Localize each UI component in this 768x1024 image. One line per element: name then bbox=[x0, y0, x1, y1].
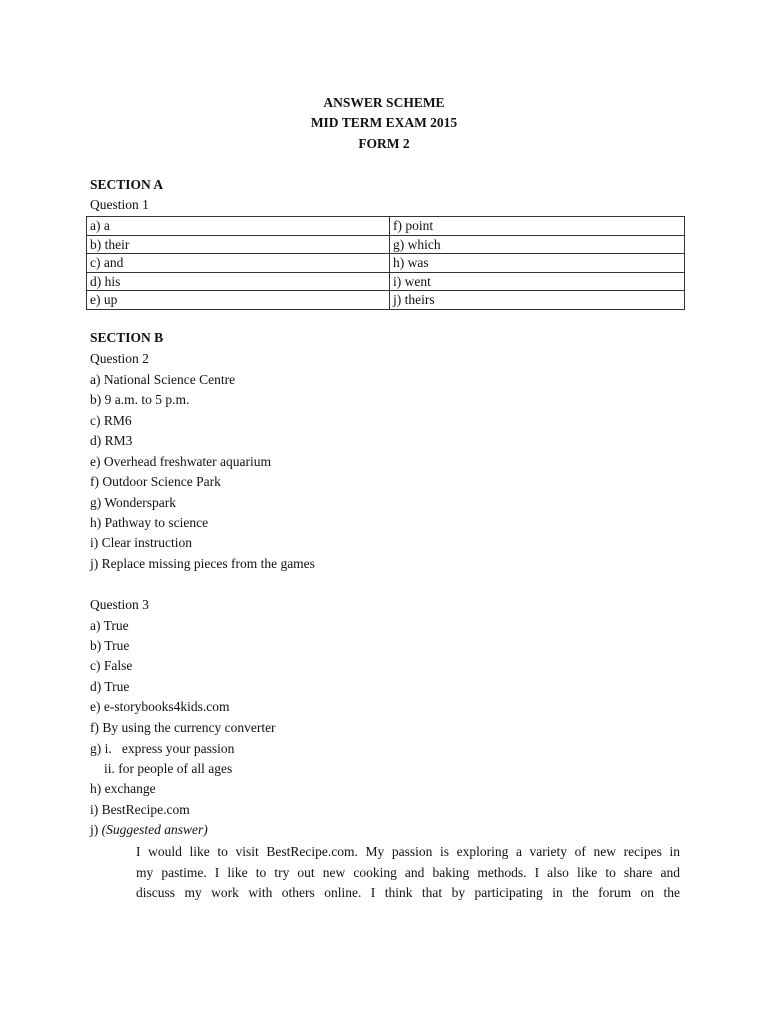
answer-cell: i) went bbox=[390, 272, 685, 291]
list-item: e) Overhead freshwater aquarium bbox=[90, 454, 272, 469]
table-row bbox=[87, 217, 685, 236]
list-item-prefix: g) bbox=[90, 741, 105, 756]
paragraph-line: discuss my work with others online. I think that by participating in the forum on the bbox=[136, 885, 680, 900]
answer-cell: g) which bbox=[390, 235, 685, 254]
title-form: FORM 2 bbox=[358, 136, 410, 151]
list-item: i) Clear instruction bbox=[90, 535, 192, 550]
list-item: h) Pathway to science bbox=[90, 515, 209, 530]
answer-cell: a) a bbox=[87, 217, 390, 236]
list-item: b) True bbox=[90, 638, 130, 653]
paragraph-line: my pastime. I like to try out new cooking and baking methods. I also like to share and bbox=[136, 864, 680, 880]
question-1-label: Question 1 bbox=[90, 197, 149, 212]
list-item-j bbox=[90, 822, 208, 838]
table-row bbox=[87, 291, 685, 310]
list-item: h) exchange bbox=[90, 781, 156, 796]
list-item: d) True bbox=[90, 679, 130, 694]
list-item: d) RM3 bbox=[90, 433, 133, 448]
list-item: f) Outdoor Science Park bbox=[90, 474, 221, 489]
list-item: f) By using the currency converter bbox=[90, 720, 276, 735]
answer-cell: h) was bbox=[390, 254, 685, 273]
answer-cell: c) and bbox=[87, 254, 390, 273]
suggested-answer-paragraph bbox=[136, 842, 680, 904]
table-row bbox=[87, 235, 685, 254]
list-item: e) e-storybooks4kids.com bbox=[90, 699, 230, 714]
list-item: b) 9 a.m. to 5 p.m. bbox=[90, 392, 190, 407]
sub-item-ii: ii. for people of all ages bbox=[104, 761, 233, 776]
list-item: c) False bbox=[90, 658, 133, 673]
answer-cell: d) his bbox=[87, 272, 390, 291]
question-2-label: Question 2 bbox=[90, 351, 149, 366]
title-exam-name: MID TERM EXAM 2015 bbox=[310, 115, 458, 130]
answer-cell: f) point bbox=[390, 217, 685, 236]
title-answer-scheme: ANSWER SCHEME bbox=[323, 95, 445, 110]
question-1-answer-table bbox=[86, 216, 685, 310]
list-item: i) BestRecipe.com bbox=[90, 802, 190, 817]
paragraph-line: I would like to visit BestRecipe.com. My passion is exploring a variety of new recipes in bbox=[136, 844, 680, 859]
list-item-prefix: j) bbox=[90, 822, 102, 837]
list-item: j) Replace missing pieces from the games bbox=[90, 556, 315, 571]
section-a-heading: SECTION A bbox=[90, 177, 164, 192]
answer-cell: j) theirs bbox=[390, 291, 685, 310]
question-3-label: Question 3 bbox=[90, 597, 149, 612]
table-row bbox=[87, 254, 685, 273]
answer-cell: e) up bbox=[87, 291, 390, 310]
answer-cell: b) their bbox=[87, 235, 390, 254]
list-item: c) RM6 bbox=[90, 413, 132, 428]
sub-item-i: i. express your passion bbox=[104, 741, 235, 756]
table-row bbox=[87, 272, 685, 291]
list-item-g bbox=[90, 741, 234, 757]
suggested-answer-note: (Suggested answer) bbox=[101, 822, 208, 837]
list-item: a) True bbox=[90, 618, 129, 633]
section-b-heading: SECTION B bbox=[90, 330, 164, 345]
list-item: a) National Science Centre bbox=[90, 372, 236, 387]
list-item: g) Wonderspark bbox=[90, 495, 177, 510]
